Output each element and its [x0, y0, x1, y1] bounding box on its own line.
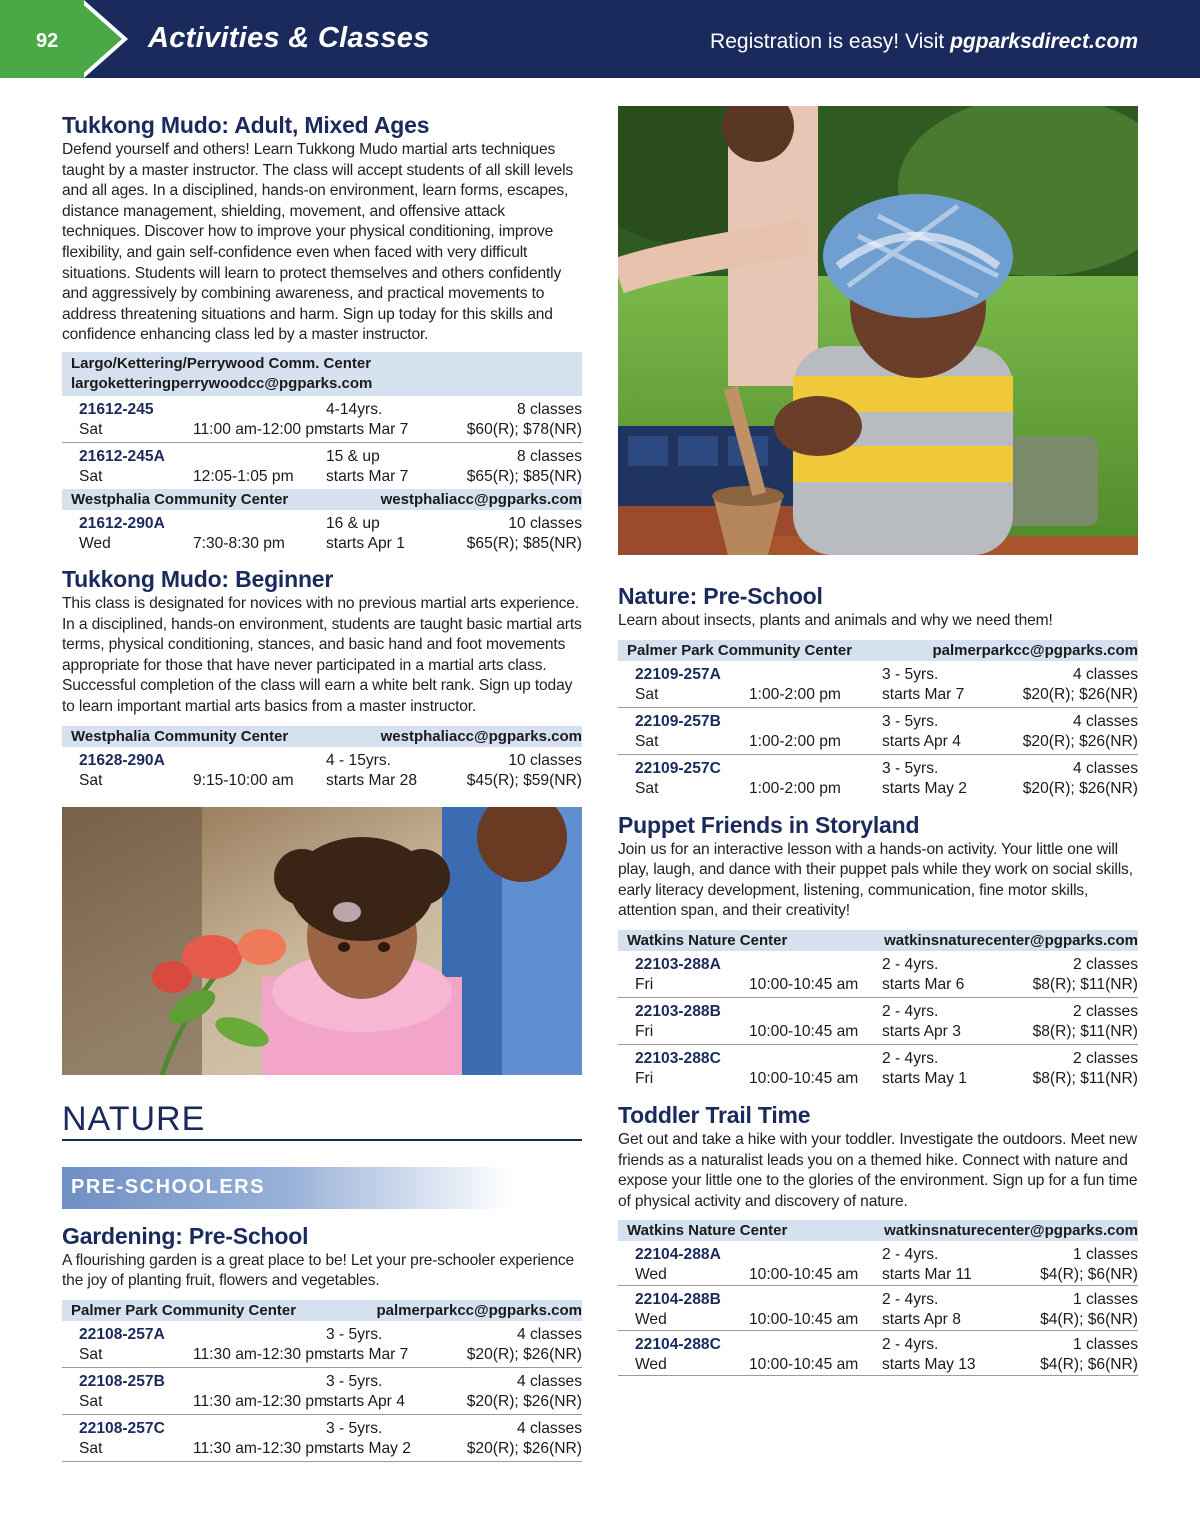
session-code: 22108-257B — [79, 1372, 165, 1390]
session-time: 10:00-10:45 am — [749, 1266, 859, 1284]
session-row[interactable] — [618, 661, 1138, 708]
location-bar — [618, 1220, 1138, 1241]
course-title: Nature: Pre-School — [618, 583, 823, 609]
session-row[interactable] — [62, 1368, 582, 1415]
location-name: Westphalia Community Center — [71, 727, 289, 745]
session-day: Wed — [635, 1311, 667, 1329]
session-code: 21628-290A — [79, 751, 165, 769]
session-fee: $65(R); $85(NR) — [466, 467, 582, 485]
session-code: 22103-288B — [635, 1002, 721, 1020]
session-time: 11:30 am-12:30 pm — [193, 1439, 328, 1457]
registration-text: Registration is easy! Visit — [710, 30, 951, 53]
session-day: Wed — [79, 534, 111, 552]
session-fee: $8(R); $11(NR) — [1032, 1069, 1138, 1087]
course-description: Learn about insects, plants and animals and why we need them! — [618, 612, 1053, 629]
session-code: 22104-288B — [635, 1291, 721, 1309]
session-row[interactable] — [62, 510, 582, 556]
session-classes: 10 classes — [508, 751, 582, 769]
session-code: 22103-288C — [635, 1049, 721, 1067]
session-start: starts Mar 6 — [882, 975, 965, 993]
session-start: starts Apr 3 — [882, 1022, 961, 1040]
session-row[interactable] — [62, 1321, 582, 1368]
session-fee: $20(R); $26(NR) — [466, 1439, 582, 1457]
session-age: 3 - 5yrs. — [882, 712, 939, 730]
session-code: 22108-257A — [79, 1325, 165, 1343]
page-number: 92 — [36, 30, 59, 52]
session-list — [618, 661, 1138, 802]
session-age: 16 & up — [326, 514, 380, 532]
session-time: 10:00-10:45 am — [749, 1356, 859, 1374]
session-time: 7:30-8:30 pm — [193, 534, 285, 552]
session-row[interactable] — [62, 747, 582, 793]
session-age: 2 - 4yrs. — [882, 955, 939, 973]
session-time: 12:05-1:05 pm — [193, 467, 294, 485]
session-code: 21612-245A — [79, 447, 165, 465]
session-classes: 2 classes — [1072, 1049, 1138, 1067]
course-title: Tukkong Mudo: Beginner — [62, 565, 334, 592]
session-row[interactable] — [62, 1415, 582, 1462]
left-column — [62, 106, 582, 1462]
session-classes: 8 classes — [516, 400, 582, 418]
course-title: Toddler Trail Time — [618, 1101, 811, 1128]
location-email[interactable]: palmerparkcc@pgparks.com — [376, 1301, 582, 1319]
registration-note — [710, 30, 1138, 54]
subsection-band: PRE-SCHOOLERS — [62, 1167, 512, 1209]
session-fee: $45(R); $59(NR) — [466, 771, 582, 789]
location-bar — [618, 930, 1138, 951]
session-fee: $4(R); $6(NR) — [1040, 1266, 1138, 1284]
session-time: 1:00-2:00 pm — [749, 732, 841, 750]
registration-link[interactable]: pgparksdirect.com — [950, 30, 1138, 53]
location-email[interactable]: watkinsnaturecenter@pgparks.com — [884, 931, 1138, 949]
session-fee: $20(R); $26(NR) — [466, 1392, 582, 1410]
session-age: 3 - 5yrs. — [882, 759, 939, 777]
session-row[interactable] — [618, 1286, 1138, 1331]
session-start: starts Mar 7 — [326, 467, 409, 485]
session-start: starts May 2 — [882, 779, 967, 797]
session-time: 11:30 am-12:30 pm — [193, 1392, 328, 1410]
session-day: Sat — [79, 1439, 103, 1457]
session-classes: 4 classes — [1072, 665, 1138, 683]
location-email[interactable]: westphaliacc@pgparks.com — [380, 490, 582, 508]
session-row[interactable] — [62, 396, 582, 443]
course-description: Get out and take a hike with your toddler. Investigate the outdoors. Meet new friends as a naturalist leads you on a themed hike. Connect with nature and expose your little one to the glories of the environment. Sign up for a fun time of physical activity and discovery of nature. — [618, 1130, 1138, 1210]
right-column — [618, 106, 1138, 1376]
session-fee: $20(R); $26(NR) — [466, 1345, 582, 1363]
session-start: starts May 1 — [882, 1069, 967, 1087]
session-fee: $8(R); $11(NR) — [1032, 975, 1138, 993]
session-time: 1:00-2:00 pm — [749, 685, 841, 703]
session-time: 1:00-2:00 pm — [749, 779, 841, 797]
section-title: Activities & Classes — [148, 22, 430, 54]
session-day: Wed — [635, 1356, 667, 1374]
session-list — [618, 951, 1138, 1092]
location-bar — [618, 640, 1138, 661]
location-bar — [62, 1300, 582, 1321]
session-code: 22109-257C — [635, 759, 721, 777]
session-time: 10:00-10:45 am — [749, 1022, 859, 1040]
course-description: Defend yourself and others! Learn Tukkong Mudo martial arts techniques taught by a master instructor. The class will accept students of all skill levels and all ages. In a disciplined, hands-on environment, learn forms, escapes, distance management, shielding, movement, and offensive attack techniques. Discover how to improve your physical conditioning, improve flexibility, and gain self-confidence even when faced with very difficult situations. Students will learn to protect themselves and others confidently and aggressively by combining awareness, and practical movements to address threatening situations and harm. Sign up today for this skills and confidence enhancing class led by a master instructor. — [62, 141, 574, 344]
location-name: Watkins Nature Center — [627, 931, 788, 949]
session-day: Sat — [79, 771, 103, 789]
section-heading-nature: NATURE — [62, 1099, 582, 1141]
session-start: starts Apr 4 — [882, 732, 961, 750]
session-row[interactable] — [618, 951, 1138, 998]
session-classes: 1 classes — [1072, 1291, 1138, 1309]
session-classes: 8 classes — [516, 447, 582, 465]
page-header — [0, 0, 1200, 78]
session-day: Sat — [79, 1392, 103, 1410]
location-name: Watkins Nature Center — [627, 1222, 788, 1240]
session-fee: $8(R); $11(NR) — [1032, 1022, 1138, 1040]
session-age: 3 - 5yrs. — [326, 1419, 383, 1437]
session-day: Fri — [635, 975, 654, 993]
session-fee: $20(R); $26(NR) — [1022, 732, 1138, 750]
session-row[interactable] — [618, 998, 1138, 1045]
session-code: 21612-245 — [79, 400, 154, 418]
location-name: Palmer Park Community Center — [71, 1301, 297, 1319]
session-row[interactable] — [618, 1331, 1138, 1376]
session-row[interactable] — [618, 1045, 1138, 1092]
session-time: 10:00-10:45 am — [749, 1311, 859, 1329]
session-day: Fri — [635, 1069, 654, 1087]
session-code: 22108-257C — [79, 1419, 165, 1437]
session-fee: $65(R); $85(NR) — [466, 534, 582, 552]
session-list — [618, 1241, 1138, 1376]
tab-arrow — [78, 0, 122, 78]
session-day: Sat — [635, 732, 659, 750]
session-age: 3 - 5yrs. — [326, 1325, 383, 1343]
session-row[interactable] — [618, 755, 1138, 802]
course-title: Gardening: Pre-School — [62, 1222, 309, 1249]
session-time: 11:30 am-12:30 pm — [193, 1345, 328, 1363]
course-description: This class is designated for novices with no previous martial arts experience. In a disciplined, hands-on environment, students are taught basic martial arts terms, physical conditioning, stances, and basic hand and foot movements appropriate for those that have never participated in a martial arts class. Successful completion of the class will earn a white belt rank. Sign up today to learn important martial arts basics from a master instructor. — [62, 594, 582, 715]
session-code: 22104-288C — [635, 1336, 721, 1354]
session-classes: 4 classes — [1072, 712, 1138, 730]
child-with-mortar-photo — [618, 106, 1138, 555]
session-list — [62, 1321, 582, 1462]
session-age: 2 - 4yrs. — [882, 1336, 939, 1354]
session-code: 22109-257B — [635, 712, 721, 730]
session-age: 3 - 5yrs. — [882, 665, 939, 683]
session-age: 2 - 4yrs. — [882, 1291, 939, 1309]
session-age: 15 & up — [326, 447, 380, 465]
location-bar — [62, 352, 582, 396]
session-age: 2 - 4yrs. — [882, 1246, 939, 1264]
session-fee: $4(R); $6(NR) — [1040, 1311, 1138, 1329]
session-age: 4 - 15yrs. — [326, 751, 391, 769]
session-classes: 2 classes — [1072, 1002, 1138, 1020]
session-age: 4-14yrs. — [326, 400, 383, 418]
session-fee: $4(R); $6(NR) — [1040, 1356, 1138, 1374]
session-start: starts Apr 8 — [882, 1311, 961, 1329]
session-list — [62, 510, 582, 556]
session-start: starts Mar 7 — [326, 420, 409, 438]
session-fee: $60(R); $78(NR) — [466, 420, 582, 438]
session-time: 10:00-10:45 am — [749, 975, 859, 993]
location-name: Palmer Park Community Center — [627, 641, 853, 659]
session-start: starts Apr 4 — [326, 1392, 405, 1410]
location-email[interactable]: watkinsnaturecenter@pgparks.com — [884, 1222, 1138, 1240]
session-day: Sat — [79, 467, 103, 485]
session-time: 11:00 am-12:00 pm — [193, 420, 328, 438]
session-age: 2 - 4yrs. — [882, 1049, 939, 1067]
session-day: Wed — [635, 1266, 667, 1284]
session-classes: 2 classes — [1072, 955, 1138, 973]
session-classes: 1 classes — [1072, 1246, 1138, 1264]
session-start: starts Mar 28 — [326, 771, 417, 789]
session-list — [62, 396, 582, 485]
session-start: starts Mar 7 — [326, 1345, 409, 1363]
location-email[interactable]: westphaliacc@pgparks.com — [380, 727, 582, 745]
course-description: A flourishing garden is a great place to be! Let your pre-schooler experience the joy of planting fruit, flowers and vegetables. — [62, 1251, 575, 1290]
session-time: 10:00-10:45 am — [749, 1069, 859, 1087]
session-classes: 4 classes — [1072, 759, 1138, 777]
session-day: Fri — [635, 1022, 654, 1040]
course-description: Join us for an interactive lesson with a hands-on activity. Your little one will play, laugh, and dance with their puppet pals while they work on social skills, early literacy development, listening, communication, fine motor skills, attention span, and their creativity! — [618, 840, 1133, 920]
session-day: Sat — [635, 685, 659, 703]
session-start: starts Mar 7 — [882, 685, 965, 703]
session-list — [62, 747, 582, 793]
session-age: 3 - 5yrs. — [326, 1372, 383, 1390]
session-classes: 10 classes — [508, 514, 582, 532]
session-age: 2 - 4yrs. — [882, 1002, 939, 1020]
location-bar — [62, 489, 582, 510]
session-row[interactable] — [618, 1241, 1138, 1286]
session-code: 22104-288A — [635, 1246, 721, 1264]
session-row[interactable] — [62, 443, 582, 485]
location-email[interactable]: palmerparkcc@pgparks.com — [932, 641, 1138, 659]
session-day: Sat — [635, 779, 659, 797]
session-code: 22103-288A — [635, 955, 721, 973]
session-start: starts Apr 1 — [326, 534, 405, 552]
session-classes: 4 classes — [516, 1325, 582, 1343]
session-code: 22109-257A — [635, 665, 721, 683]
location-name: Largo/Kettering/Perrywood Comm. Center — [71, 354, 372, 372]
location-bar — [62, 726, 582, 747]
session-fee: $20(R); $26(NR) — [1022, 685, 1138, 703]
session-classes: 4 classes — [516, 1372, 582, 1390]
session-row[interactable] — [618, 708, 1138, 755]
session-classes: 1 classes — [1072, 1336, 1138, 1354]
session-day: Sat — [79, 1345, 103, 1363]
location-email[interactable]: largoketteringperrywoodcc@pgparks.com — [71, 374, 373, 392]
location-name: Westphalia Community Center — [71, 490, 289, 508]
course-title: Tukkong Mudo: Adult, Mixed Ages — [62, 112, 430, 138]
session-fee: $20(R); $26(NR) — [1022, 779, 1138, 797]
session-start: starts Mar 11 — [882, 1266, 972, 1284]
toddler-with-flowers-photo — [62, 807, 582, 1075]
session-start: starts May 13 — [882, 1356, 976, 1374]
session-day: Sat — [79, 420, 103, 438]
course-title: Puppet Friends in Storyland — [618, 811, 920, 838]
session-start: starts May 2 — [326, 1439, 411, 1457]
session-code: 21612-290A — [79, 514, 165, 532]
session-time: 9:15-10:00 am — [193, 771, 294, 789]
session-classes: 4 classes — [516, 1419, 582, 1437]
